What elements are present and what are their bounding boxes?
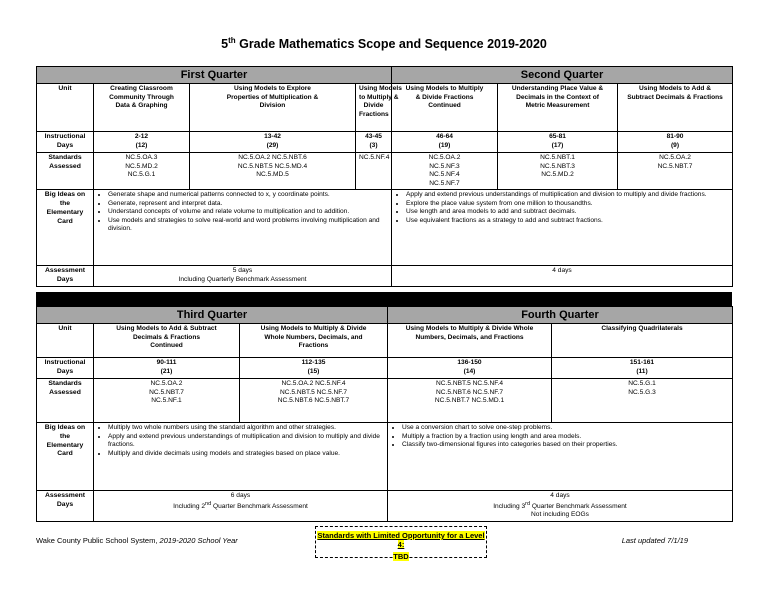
row-label-days: Instructional Days: [37, 132, 94, 153]
quarter-header-first: First Quarter: [37, 67, 392, 84]
assessment-cell: 4 days: [392, 266, 733, 287]
row-label-big-ideas: Big Ideas on the Elementary Card: [37, 422, 94, 490]
unit-cell: Understanding Place Value & Decimals in the Context of Metric Measurement: [498, 84, 618, 132]
row-label-standards: Standards Assessed: [37, 152, 94, 189]
unit-cell: Creating Classroom Community Through Data & Graphing: [94, 84, 190, 132]
unit-cell: Using Models to Add & Subtract Decimals & Fractions Continued: [94, 324, 240, 358]
list-item: • Explore the place value system from one million to thousandths.: [406, 200, 729, 209]
list-item: • Multiply two whole numbers using the standard algorithm and other strategies.: [108, 424, 384, 433]
days-cell: 81-90 (9): [618, 132, 733, 153]
last-updated: Last updated 7/1/19: [621, 536, 688, 545]
quarter-header-third: Third Quarter: [37, 307, 388, 324]
row-label-assessment: Assessment Days: [37, 266, 94, 287]
big-ideas-cell: [392, 190, 733, 266]
list-item: • Generate shape and numerical patterns connected to x, y coordinate points.: [108, 191, 388, 200]
row-label-unit: Unit: [37, 324, 94, 358]
list-item: • Multiply a fraction by a fraction using length and area models.: [402, 433, 729, 442]
standards-cell: NC.5.NBT.5 NC.5.NF.4 NC.5.NBT.6 NC.5.NF.7 NC.5.NBT.7 NC.5.MD.1: [388, 378, 552, 422]
list-item: • Use models and strategies to solve real-world and word problems involving multiplication and division.: [108, 217, 388, 234]
unit-cell: Using Models to Multiply & Divide Whole Numbers, Decimals, and Fractions: [240, 324, 388, 358]
section-divider: [36, 292, 732, 306]
unit-cell: Classifying Quadrilaterals: [552, 324, 733, 358]
days-cell: 46-64 (19): [392, 132, 498, 153]
days-cell: 65-81 (17): [498, 132, 618, 153]
row-label-standards: Standards Assessed: [37, 378, 94, 422]
row-label-unit: Unit: [37, 84, 94, 132]
days-cell: 2-12 (12): [94, 132, 190, 153]
days-cell: 112-135 (15): [240, 358, 388, 379]
days-cell: 43-45 (3): [356, 132, 392, 153]
bottom-half-table: [36, 306, 733, 522]
standards-cell: NC.5.OA.2 NC.5.NBT.7 NC.5.NF.1: [94, 378, 240, 422]
list-item: • Apply and extend previous understandings of multiplication and division to multiply and divide fractions.: [406, 191, 729, 200]
standards-cell: NC.5.OA.2 NC.5.NBT.7: [618, 152, 733, 189]
footer-organization: Wake County Public School System, 2019-2020 School Year: [36, 536, 238, 545]
standards-cell: NC.5.OA.2 NC.5.NF.3 NC.5.NF.4 NC.5.NF.7: [392, 152, 498, 189]
days-cell: 151-161 (11): [552, 358, 733, 379]
unit-cell: Using Models to Explore Properties of Multiplication & Division: [190, 84, 356, 132]
assessment-cell: 5 days Including Quarterly Benchmark Assessment: [94, 266, 392, 287]
unit-cell: Using Models to Add & Subtract Decimals & Fractions: [618, 84, 733, 132]
big-ideas-cell: [94, 422, 388, 490]
row-label-assessment: Assessment Days: [37, 490, 94, 521]
standards-cell: NC.5.OA.2 NC.5.NBT.6 NC.5.NBT.5 NC.5.MD.4 NC.5.MD.5: [190, 152, 356, 189]
unit-cell: Using Models to Multiply & Divide Whole Numbers, Decimals, and Fractions: [388, 324, 552, 358]
unit-cell: Using Models to Multiply & Divide Fractions: [356, 84, 392, 132]
big-ideas-cell: [388, 422, 733, 490]
days-cell: 136-150 (14): [388, 358, 552, 379]
list-item: • Use equivalent fractions as a strategy to add and subtract fractions.: [406, 217, 729, 226]
list-item: • Apply and extend previous understandings of multiplication and division to multiply and divide fractions.: [108, 433, 384, 450]
days-cell: 90-111 (21): [94, 358, 240, 379]
big-ideas-cell: [94, 190, 392, 266]
assessment-cell: 4 days Including 3rd Quarter Benchmark Assessment Not including EOGs: [388, 490, 733, 521]
row-label-big-ideas: Big Ideas on the Elementary Card: [37, 190, 94, 266]
list-item: • Classify two-dimensional figures into categories based on their properties.: [402, 441, 729, 450]
list-item: • Understand concepts of volume and relate volume to multiplication and to addition.: [108, 208, 388, 217]
standards-cell: NC.5.NBT.1 NC.5.NBT.3 NC.5.MD.2: [498, 152, 618, 189]
list-item: • Multiply and divide decimals using models and strategies based on place value.: [108, 450, 384, 459]
list-item: • Generate, represent and interpret data.: [108, 200, 388, 209]
list-item: • Use length and area models to add and subtract decimals.: [406, 208, 729, 217]
limited-opportunity-value: TBD: [393, 552, 409, 561]
limited-opportunity-box: [315, 526, 487, 561]
quarter-header-fourth: Fourth Quarter: [388, 307, 733, 324]
row-label-days: Instructional Days: [37, 358, 94, 379]
limited-opportunity-label: Standards with Limited Opportunity for a Level 4:: [317, 531, 485, 549]
standards-cell: NC.5.OA.3 NC.5.MD.2 NC.5.G.1: [94, 152, 190, 189]
standards-cell: NC.5.OA.2 NC.5.NF.4 NC.5.NBT.5 NC.5.NF.7 NC.5.NBT.6 NC.5.NBT.7: [240, 378, 388, 422]
page-title: 5th Grade Mathematics Scope and Sequence 2019-2020: [221, 36, 547, 52]
standards-cell: NC.5.G.1 NC.5.G.3: [552, 378, 733, 422]
days-cell: 13-42 (29): [190, 132, 356, 153]
quarter-header-second: Second Quarter: [392, 67, 733, 84]
assessment-cell: 6 days Including 2nd Quarter Benchmark Assessment: [94, 490, 388, 521]
unit-cell: Using Models to Multiply & Divide Fractions Continued: [392, 84, 498, 132]
list-item: • Use a conversion chart to solve one-step problems.: [402, 424, 729, 433]
top-half-table: [36, 66, 733, 287]
standards-cell: NC.5.NF.4: [356, 152, 392, 189]
